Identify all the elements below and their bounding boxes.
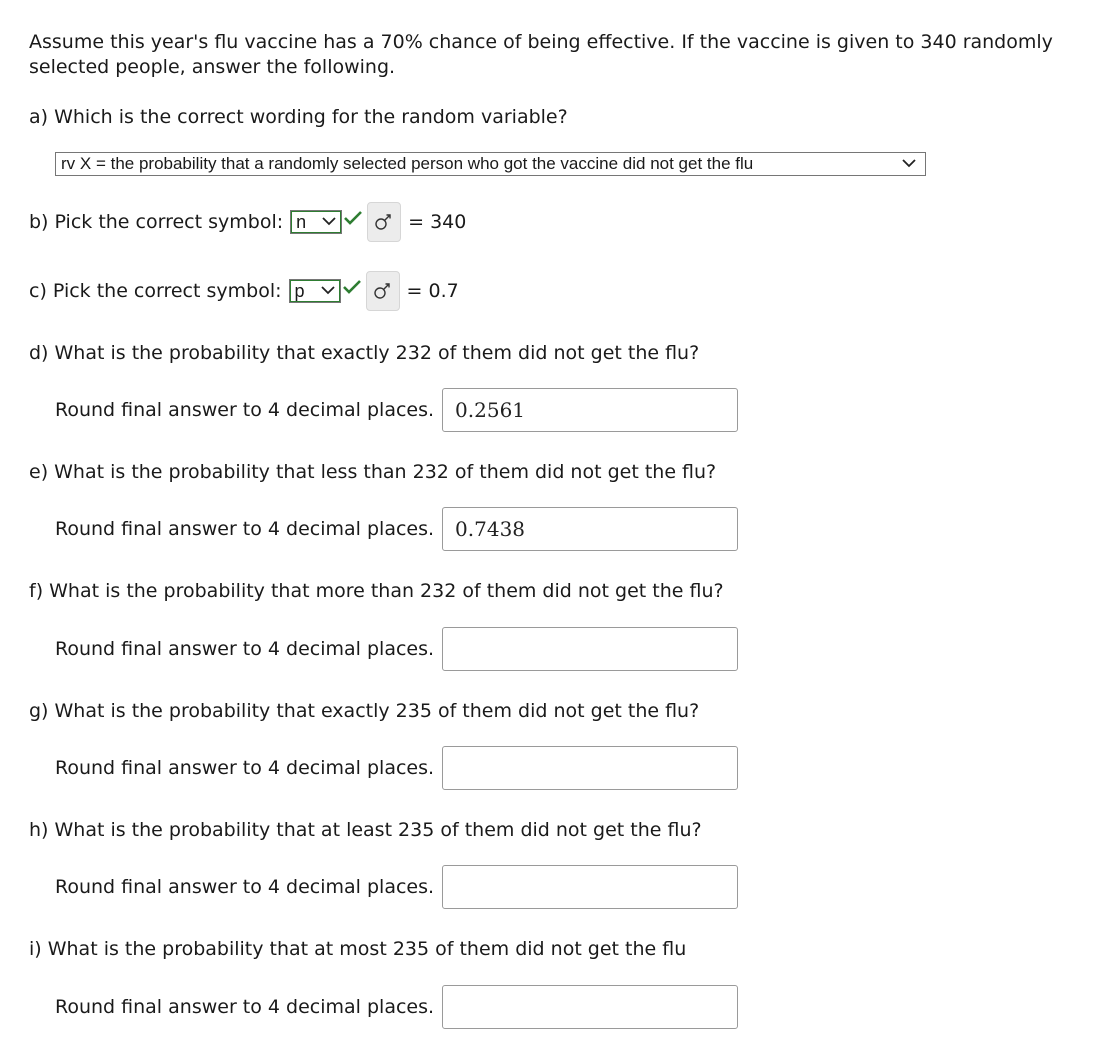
round-instruction: Round final answer to 4 decimal places.: [55, 638, 435, 660]
random-variable-selected-value: rv X = the probability that a randomly selected person who got the vaccine did not get the flu: [61, 154, 754, 173]
random-variable-select[interactable]: [55, 152, 926, 176]
question-b: b) Pick the correct symbol:: [29, 211, 284, 233]
symbol-tool-icon: [373, 213, 395, 231]
chevron-down-icon: [321, 215, 337, 227]
answer-input-g[interactable]: [442, 746, 738, 790]
answer-row-i: [55, 985, 738, 1029]
symbol-tool-icon: [372, 282, 394, 300]
chevron-down-icon: [320, 284, 336, 296]
symbol-select-b-value: n: [296, 212, 307, 232]
answer-input-i[interactable]: [442, 985, 738, 1029]
question-e: e) What is the probability that less than 232 of them did not get the flu?: [29, 461, 717, 483]
round-instruction: Round final answer to 4 decimal places.: [55, 757, 435, 779]
round-instruction: Round final answer to 4 decimal places.: [55, 876, 435, 898]
symbol-select-c[interactable]: [289, 279, 341, 303]
round-instruction: Round final answer to 4 decimal places.: [55, 399, 435, 421]
question-a: a) Which is the correct wording for the random variable?: [29, 106, 568, 128]
answer-input-d[interactable]: 0.2561: [442, 388, 738, 432]
symbol-row-b: [29, 202, 466, 242]
answer-input-f[interactable]: [442, 627, 738, 671]
symbol-select-c-value: p: [294, 281, 305, 301]
symbol-tool-button-c[interactable]: [366, 271, 400, 311]
answer-row-g: [55, 746, 738, 790]
question-c: c) Pick the correct symbol:: [29, 280, 282, 302]
symbol-row-c: [29, 271, 459, 311]
answer-row-h: [55, 865, 738, 909]
question-h: h) What is the probability that at least 235 of them did not get the flu?: [29, 819, 702, 841]
question-d: d) What is the probability that exactly 232 of them did not get the flu?: [29, 342, 700, 364]
checkmark-icon: [343, 210, 363, 226]
answer-input-h[interactable]: [442, 865, 738, 909]
symbol-select-b[interactable]: [290, 210, 342, 234]
answer-input-e[interactable]: 0.7438: [442, 507, 738, 551]
round-instruction: Round final answer to 4 decimal places.: [55, 996, 435, 1018]
chevron-down-icon: [901, 157, 917, 169]
answer-row-e: [55, 507, 738, 551]
question-g: g) What is the probability that exactly 235 of them did not get the flu?: [29, 700, 700, 722]
question-f: f) What is the probability that more than 232 of them did not get the flu?: [29, 580, 724, 602]
question-i: i) What is the probability that at most 235 of them did not get the flu: [29, 938, 687, 960]
checkmark-icon: [342, 279, 362, 295]
symbol-tool-button-b[interactable]: [367, 202, 401, 242]
round-instruction: Round final answer to 4 decimal places.: [55, 518, 435, 540]
problem-statement: Assume this year's flu vaccine has a 70% chance of being effective. If the vaccine is given to 340 randomly selected people, answer the following.: [29, 31, 1053, 78]
answer-row-f: [55, 627, 738, 671]
symbol-value-c: = 0.7: [406, 280, 459, 302]
answer-row-d: [55, 388, 738, 432]
symbol-value-b: = 340: [408, 211, 467, 233]
